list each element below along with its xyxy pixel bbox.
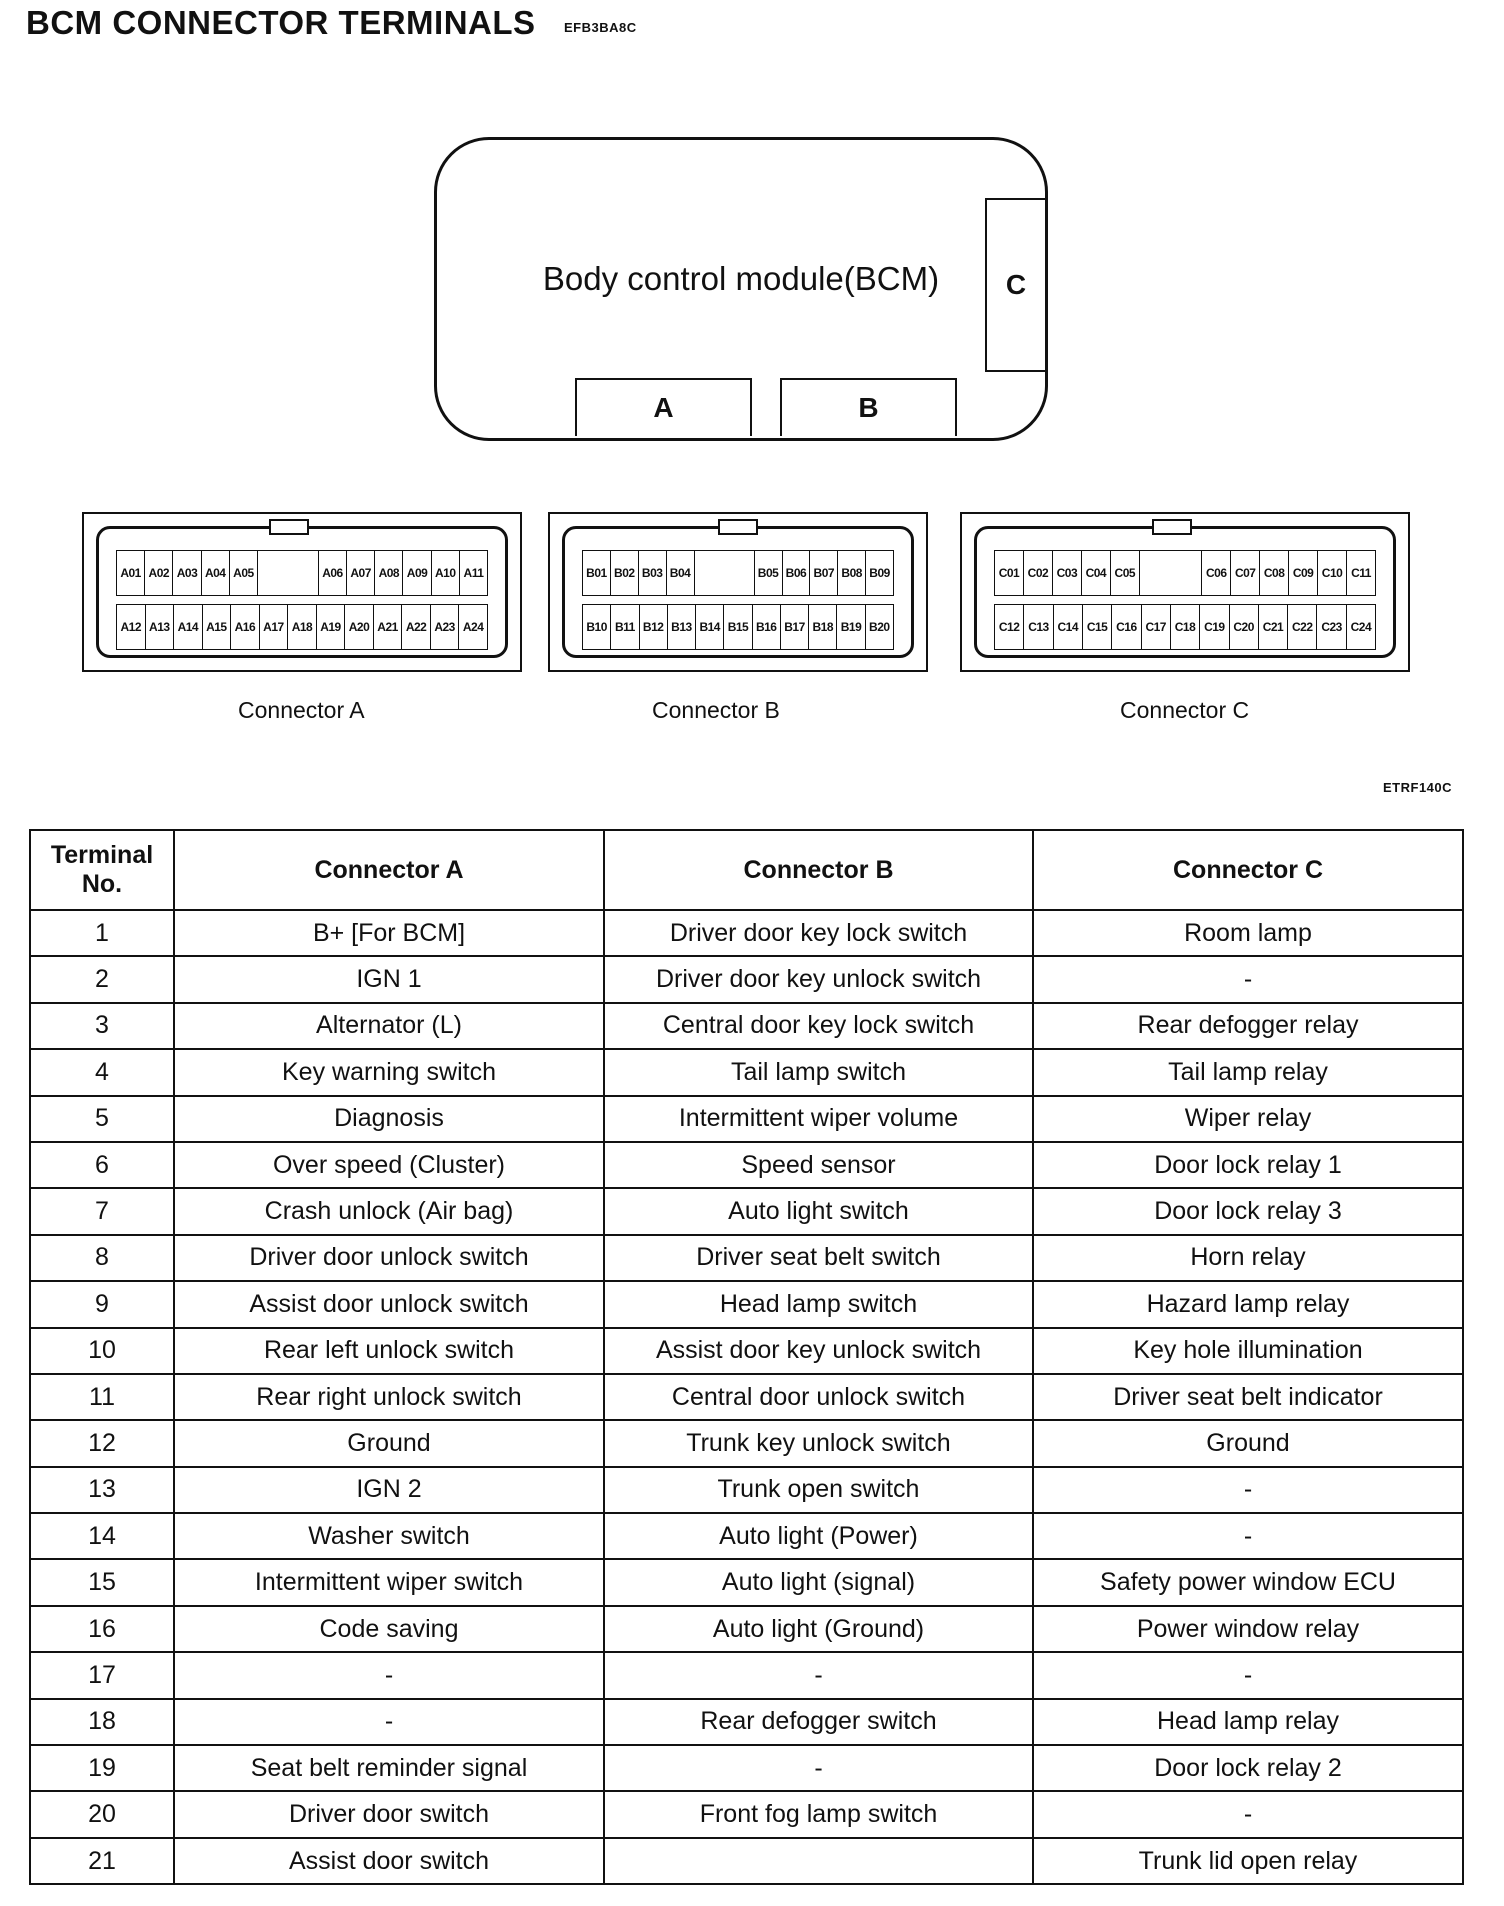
connector-a-cell: Seat belt reminder signal (174, 1745, 604, 1791)
terminal-number-cell: 15 (30, 1559, 174, 1605)
table-row (30, 1188, 1463, 1234)
connector-pin: B05 (754, 550, 782, 596)
connector-c-cell: - (1033, 956, 1463, 1002)
terminal-number-cell: 11 (30, 1374, 174, 1420)
connector-pin: B07 (809, 550, 837, 596)
table-row (30, 1049, 1463, 1095)
connector-b-cell: Speed sensor (604, 1142, 1033, 1188)
connector-b-cell: Auto light switch (604, 1188, 1033, 1234)
connector-pin: C09 (1288, 550, 1317, 596)
table-row (30, 1142, 1463, 1188)
connector-a-cell: Washer switch (174, 1513, 604, 1559)
connector-a-cell: Rear right unlock switch (174, 1374, 604, 1420)
connector-pin: B09 (865, 550, 894, 596)
connector-pin: B06 (782, 550, 810, 596)
connector-a-cell: IGN 2 (174, 1467, 604, 1513)
terminal-table (29, 829, 1464, 1885)
connector-b-row-2 (582, 604, 894, 650)
connector-pin: A11 (459, 550, 488, 596)
connector-pin: A24 (458, 604, 488, 650)
connector-pin: B04 (666, 550, 694, 596)
terminal-number-cell: 13 (30, 1467, 174, 1513)
connector-pin: C07 (1230, 550, 1259, 596)
connector-b-cell: - (604, 1652, 1033, 1698)
connector-a-cell: Assist door switch (174, 1838, 604, 1884)
connector-a-cell: Intermittent wiper switch (174, 1559, 604, 1605)
header-terminal-line2: No. (81, 870, 123, 898)
connector-c-cell: Safety power window ECU (1033, 1559, 1463, 1605)
connector-pin: C17 (1141, 604, 1170, 650)
connector-pin: A12 (116, 604, 145, 650)
connector-a-cell: Alternator (L) (174, 1003, 604, 1049)
connector-pin: B15 (723, 604, 751, 650)
connector-latch-gap (257, 550, 318, 596)
connector-pin: A16 (230, 604, 259, 650)
connector-pin: A01 (116, 550, 144, 596)
connector-a-cell: Key warning switch (174, 1049, 604, 1095)
terminal-number-cell: 12 (30, 1420, 174, 1466)
document-code: EFB3BA8C (564, 20, 637, 35)
table-row (30, 1652, 1463, 1698)
connector-latch (718, 519, 758, 535)
connector-pin: C04 (1081, 550, 1110, 596)
connector-pin: C21 (1258, 604, 1287, 650)
table-row (30, 1281, 1463, 1327)
connector-pin: A06 (318, 550, 346, 596)
connector-a-cell: Crash unlock (Air bag) (174, 1188, 604, 1234)
connector-pin: A08 (374, 550, 402, 596)
connector-c-cell: Key hole illumination (1033, 1328, 1463, 1374)
bcm-module-diagram (434, 137, 1048, 441)
connector-pin: C23 (1316, 604, 1345, 650)
connector-a-label: Connector A (238, 697, 365, 723)
connector-a-row-1 (116, 550, 488, 596)
connector-c-cell: Power window relay (1033, 1606, 1463, 1652)
connector-pin: A02 (144, 550, 172, 596)
connector-pin: A15 (202, 604, 231, 650)
diagram-code: ETRF140C (1383, 780, 1453, 795)
terminal-number-cell: 20 (30, 1791, 174, 1837)
connector-pin: A10 (431, 550, 459, 596)
terminal-number-cell: 10 (30, 1328, 174, 1374)
connector-pin: A04 (201, 550, 229, 596)
terminal-number-cell: 1 (30, 910, 174, 956)
connector-c-cell: Room lamp (1033, 910, 1463, 956)
connector-pin: C18 (1170, 604, 1199, 650)
terminal-number-cell: 7 (30, 1188, 174, 1234)
terminal-number-cell: 3 (30, 1003, 174, 1049)
terminal-number-cell: 4 (30, 1049, 174, 1095)
header-connector-a: Connector A (174, 830, 604, 910)
connector-pin: C22 (1287, 604, 1316, 650)
connector-c-cell: - (1033, 1791, 1463, 1837)
connector-pin: C24 (1346, 604, 1376, 650)
connector-pin: C19 (1199, 604, 1228, 650)
bcm-port-a: A (575, 378, 752, 436)
connector-pin: C06 (1201, 550, 1230, 596)
connector-pin: A20 (344, 604, 373, 650)
connector-c-cell: Door lock relay 2 (1033, 1745, 1463, 1791)
header-connector-b: Connector B (604, 830, 1033, 910)
connector-c-cell: - (1033, 1467, 1463, 1513)
connector-c-cell: - (1033, 1652, 1463, 1698)
table-row (30, 1420, 1463, 1466)
connector-pin: A22 (401, 604, 430, 650)
terminal-number-cell: 16 (30, 1606, 174, 1652)
connector-c-row-2 (994, 604, 1376, 650)
connector-a-cell: Driver door switch (174, 1791, 604, 1837)
connector-pin: A03 (172, 550, 200, 596)
terminal-number-cell: 8 (30, 1235, 174, 1281)
connector-pin: A13 (145, 604, 174, 650)
connector-b-cell: Auto light (Power) (604, 1513, 1033, 1559)
connector-pin: C10 (1317, 550, 1346, 596)
connector-a-cell: - (174, 1652, 604, 1698)
table-row (30, 1606, 1463, 1652)
connector-pin: C11 (1346, 550, 1376, 596)
connector-b-cell: Head lamp switch (604, 1281, 1033, 1327)
connector-c-cell: - (1033, 1513, 1463, 1559)
bcm-port-b: B (780, 378, 957, 436)
connector-a-cell: B+ [For BCM] (174, 910, 604, 956)
connector-pin: B02 (610, 550, 638, 596)
connector-b-cell: Central door key lock switch (604, 1003, 1033, 1049)
connector-pin: B20 (865, 604, 894, 650)
table-row (30, 1699, 1463, 1745)
connector-b-cell: Auto light (signal) (604, 1559, 1033, 1605)
connector-pin: C02 (1023, 550, 1052, 596)
connector-pin: B01 (582, 550, 610, 596)
connector-pin: C03 (1052, 550, 1081, 596)
connector-b-cell: Driver door key unlock switch (604, 956, 1033, 1002)
connector-a-cell: Rear left unlock switch (174, 1328, 604, 1374)
connector-pin: B10 (582, 604, 610, 650)
connector-latch-gap (694, 550, 754, 596)
table-header-row (30, 830, 1463, 910)
connector-b-diagram (548, 512, 928, 672)
table-row (30, 910, 1463, 956)
connector-b-cell: Auto light (Ground) (604, 1606, 1033, 1652)
table-row (30, 956, 1463, 1002)
connector-b-row-1 (582, 550, 894, 596)
connector-b-cell: - (604, 1745, 1033, 1791)
terminal-number-cell: 2 (30, 956, 174, 1002)
connector-c-row-1 (994, 550, 1376, 596)
header-terminal-no (30, 830, 174, 910)
connector-pin: A09 (402, 550, 430, 596)
table-row (30, 1328, 1463, 1374)
connector-b-cell: Tail lamp switch (604, 1049, 1033, 1095)
connector-pin: C01 (994, 550, 1023, 596)
header-connector-c: Connector C (1033, 830, 1463, 910)
connector-pin: C15 (1082, 604, 1111, 650)
bcm-port-c: C (985, 198, 1045, 372)
connector-b-cell: Central door unlock switch (604, 1374, 1033, 1420)
connector-b-cell: Front fog lamp switch (604, 1791, 1033, 1837)
table-row (30, 1003, 1463, 1049)
connector-pin: C20 (1229, 604, 1258, 650)
connector-a-cell: Code saving (174, 1606, 604, 1652)
connector-pin: B03 (638, 550, 666, 596)
connector-a-cell: Driver door unlock switch (174, 1235, 604, 1281)
table-row (30, 1235, 1463, 1281)
connector-pin: A19 (316, 604, 345, 650)
connector-a-cell: IGN 1 (174, 956, 604, 1002)
header-terminal-line1: Terminal (50, 841, 154, 869)
connector-pin: A05 (229, 550, 257, 596)
table-row (30, 1791, 1463, 1837)
connector-pin: A07 (346, 550, 374, 596)
connector-latch (1152, 519, 1192, 535)
connector-a-row-2 (116, 604, 488, 650)
connector-a-cell: - (174, 1699, 604, 1745)
terminal-number-cell: 14 (30, 1513, 174, 1559)
terminal-number-cell: 6 (30, 1142, 174, 1188)
table-row (30, 1745, 1463, 1791)
connector-c-cell: Driver seat belt indicator (1033, 1374, 1463, 1420)
connector-c-cell: Door lock relay 1 (1033, 1142, 1463, 1188)
connector-c-cell: Horn relay (1033, 1235, 1463, 1281)
connector-c-cell: Rear defogger relay (1033, 1003, 1463, 1049)
connector-a-cell: Ground (174, 1420, 604, 1466)
connector-b-label: Connector B (652, 697, 780, 723)
terminal-number-cell: 18 (30, 1699, 174, 1745)
connector-c-cell: Hazard lamp relay (1033, 1281, 1463, 1327)
connector-pin: B18 (808, 604, 836, 650)
connector-pin: A14 (173, 604, 202, 650)
table-row (30, 1096, 1463, 1142)
connector-b-cell: Driver door key lock switch (604, 910, 1033, 956)
terminal-number-cell: 21 (30, 1838, 174, 1884)
connector-pin: C14 (1053, 604, 1082, 650)
terminal-table-body (30, 910, 1463, 1884)
connector-pin: B16 (752, 604, 780, 650)
connector-c-diagram (960, 512, 1410, 672)
connector-c-cell: Head lamp relay (1033, 1699, 1463, 1745)
terminal-number-cell: 9 (30, 1281, 174, 1327)
connector-a-diagram (82, 512, 522, 672)
connector-pin: B12 (639, 604, 667, 650)
connector-pin: A18 (287, 604, 316, 650)
connector-pin: B08 (837, 550, 865, 596)
table-row (30, 1467, 1463, 1513)
connector-pin: A21 (373, 604, 402, 650)
connector-pin: C12 (994, 604, 1023, 650)
connector-pin: B11 (610, 604, 638, 650)
connector-pin: A17 (259, 604, 288, 650)
connector-c-cell: Ground (1033, 1420, 1463, 1466)
connector-b-cell: Intermittent wiper volume (604, 1096, 1033, 1142)
connector-latch (269, 519, 309, 535)
connector-c-cell: Trunk lid open relay (1033, 1838, 1463, 1884)
connector-b-cell: Driver seat belt switch (604, 1235, 1033, 1281)
table-row (30, 1838, 1463, 1884)
connector-b-cell (604, 1838, 1033, 1884)
connector-c-label: Connector C (1120, 697, 1250, 723)
connector-pin: A23 (430, 604, 459, 650)
connector-c-cell: Door lock relay 3 (1033, 1188, 1463, 1234)
connector-a-cell: Diagnosis (174, 1096, 604, 1142)
table-row (30, 1559, 1463, 1605)
connector-c-cell: Tail lamp relay (1033, 1049, 1463, 1095)
page-title: BCM CONNECTOR TERMINALS (26, 4, 536, 41)
terminal-number-cell: 5 (30, 1096, 174, 1142)
terminal-number-cell: 17 (30, 1652, 174, 1698)
terminal-number-cell: 19 (30, 1745, 174, 1791)
connector-b-cell: Rear defogger switch (604, 1699, 1033, 1745)
connector-pin: B17 (780, 604, 808, 650)
connector-b-cell: Trunk key unlock switch (604, 1420, 1033, 1466)
connector-b-cell: Assist door key unlock switch (604, 1328, 1033, 1374)
bcm-module-label: Body control module(BCM) (542, 260, 940, 297)
connector-pin: B13 (667, 604, 695, 650)
connector-a-cell: Over speed (Cluster) (174, 1142, 604, 1188)
table-row (30, 1374, 1463, 1420)
connector-pin: B19 (836, 604, 864, 650)
connector-pin: C16 (1111, 604, 1140, 650)
connector-b-cell: Trunk open switch (604, 1467, 1033, 1513)
connector-pin: C08 (1259, 550, 1288, 596)
connector-pin: C05 (1110, 550, 1139, 596)
connector-pin: C13 (1023, 604, 1052, 650)
connector-latch-gap (1139, 550, 1202, 596)
table-row (30, 1513, 1463, 1559)
connector-a-cell: Assist door unlock switch (174, 1281, 604, 1327)
connector-c-cell: Wiper relay (1033, 1096, 1463, 1142)
connector-pin: B14 (695, 604, 723, 650)
